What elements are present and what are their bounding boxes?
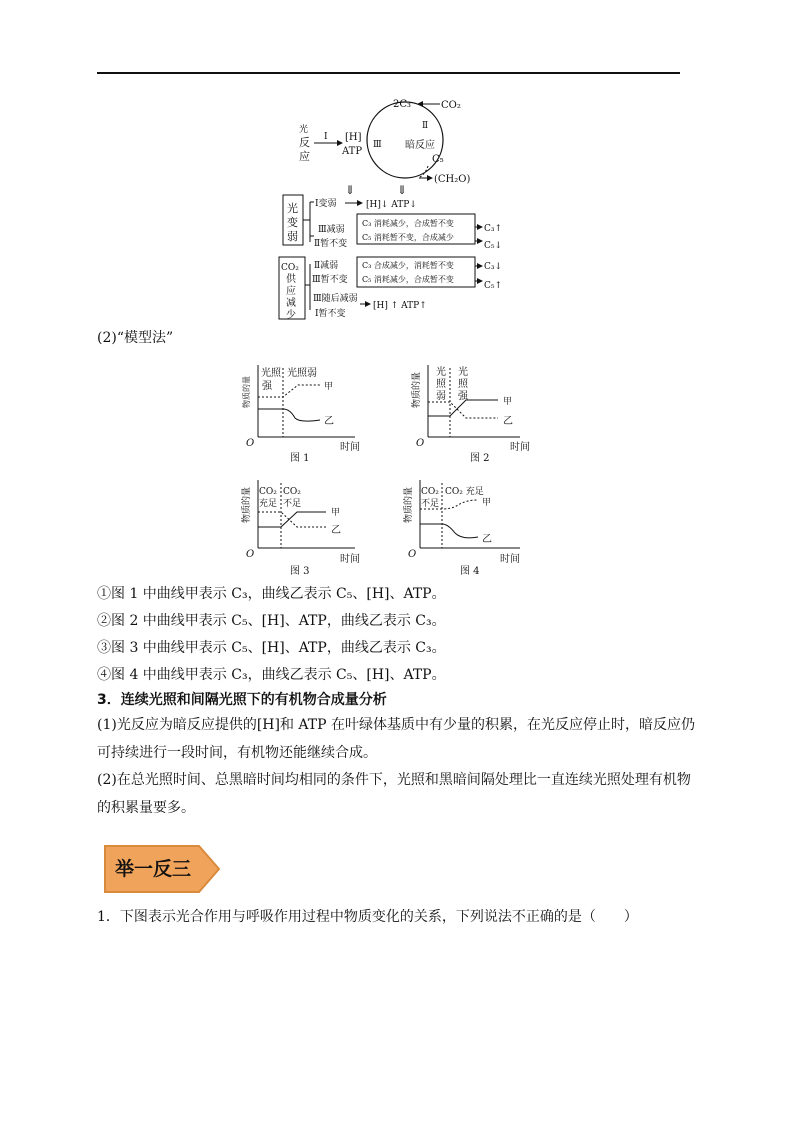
graph-label: 物质的量 <box>242 486 252 523</box>
graph-label: 甲 <box>503 397 513 407</box>
graph-1 <box>241 365 360 464</box>
light-weak-char: 弱 <box>287 230 298 243</box>
co2-label: CO₂ <box>441 100 461 111</box>
statement-1: ①图 1 中曲线甲表示 C₃，曲线乙表示 C₅、[H]、ATP。 <box>97 586 446 602</box>
co-row2-result: [H] ↑ ATP↑ <box>373 301 427 311</box>
graph-label: CO₂ <box>283 487 301 497</box>
graph-label: 充足 <box>259 499 278 509</box>
section-heading-3: 3．连续光照和间隔光照下的有机物合成量分析 <box>97 692 387 708</box>
graph-label: 甲 <box>324 382 334 392</box>
light-weak-char: 变 <box>287 216 298 229</box>
graph-label: O <box>416 438 425 449</box>
atp-label: ATP <box>342 146 363 157</box>
lw-row2a-detail: C₃ 消耗减少，合成暂不变 <box>362 219 454 228</box>
co2-box-char: CO₂ <box>281 263 299 273</box>
graph-label: 甲 <box>482 498 492 508</box>
graph-label: 时间 <box>340 554 360 565</box>
co-row1b-detail: C₅ 消耗减少，合成暂不变 <box>362 275 454 284</box>
lw-row2a-result: C₃↑ <box>484 224 503 234</box>
paragraph-1: (1)光反应为暗反应提供的[H]和 ATP 在叶绿体基质中有少量的积累，在光反应停止时，暗反应仍可持续进行一段时间，有机物还能继续合成。 <box>97 717 695 761</box>
c5-label: C₅ <box>432 154 444 165</box>
down-arrow: ⇓ <box>397 183 408 197</box>
co-row1a-detail: C₃ 合成减少，消耗暂不变 <box>362 261 454 270</box>
light-reaction-char: 反 <box>299 136 310 149</box>
graph-4 <box>402 480 520 577</box>
statement-2: ②图 2 中曲线甲表示 C₅、[H]、ATP，曲线乙表示 C₃。 <box>97 613 446 629</box>
y-axis-label: 物质的量 <box>242 376 251 408</box>
dark-reaction: 暗反应 <box>405 140 435 151</box>
graph-label: 乙 <box>503 416 513 427</box>
paragraph-2: (2)在总光照时间、总黑暗时间均相同的条件下，光照和黑暗间隔处理比一直连续光照处理有机物的积累量要多。 <box>97 772 691 816</box>
practice-badge <box>103 844 221 894</box>
co-row1b: Ⅲ暂不变 <box>312 275 348 285</box>
question-1: 1．下图表示光合作用与呼吸作用过程中物质变化的关系，下列说法不正确的是（ ） <box>97 909 638 925</box>
graph-label: 乙 <box>331 525 341 536</box>
graph-3 <box>240 480 360 577</box>
lw-row1-result: [H]↓ ATP↓ <box>366 200 417 210</box>
co2-box-char: 供 <box>286 274 296 285</box>
graph-label: 光照弱 <box>287 368 317 379</box>
section-model: (2)“模型法” <box>97 330 174 346</box>
graph-label: 时间 <box>500 554 520 565</box>
curve-yi <box>258 409 320 421</box>
graph-label: 乙 <box>482 534 492 545</box>
graph-2 <box>410 365 530 464</box>
graph-label: O <box>246 549 255 560</box>
light-reaction-char: 光 <box>299 125 309 135</box>
co2-box-char: 减 <box>286 298 296 309</box>
graph-label: 物质的量 <box>412 371 422 408</box>
graph-label: 弱 <box>436 391 446 402</box>
graph-label: 图 4 <box>460 566 480 577</box>
graph-label: 不足 <box>421 499 440 509</box>
x-axis-label: 时间 <box>340 442 360 453</box>
lw-row2b: Ⅱ暂不变 <box>314 239 348 249</box>
origin-label: O <box>246 438 255 449</box>
graph-label: 光 <box>436 367 446 378</box>
ch2o-label: (CH₂O) <box>434 174 471 185</box>
light-reaction-char: 应 <box>299 150 310 163</box>
lw-row2b-result: C₅↓ <box>484 241 503 251</box>
co-row1a-result: C₃↓ <box>484 262 503 272</box>
graph-label: 甲 <box>331 508 341 518</box>
graph-label: 强 <box>262 381 272 392</box>
graph-label: 乙 <box>324 416 334 427</box>
roman-2: Ⅱ <box>422 121 429 131</box>
co-row2b: Ⅰ暂不变 <box>315 309 346 319</box>
graph-label: 图 2 <box>470 453 490 464</box>
two-c3: 2C₃ <box>393 99 412 110</box>
h-label: [H] <box>345 132 362 143</box>
graph-label: 不足 <box>283 499 302 509</box>
roman-1: Ⅰ <box>324 132 328 142</box>
graph-label: 光 <box>458 367 468 378</box>
graph-label: 物质的量 <box>404 486 414 523</box>
statement-4: ④图 4 中曲线甲表示 C₃，曲线乙表示 C₅、[H]、ATP。 <box>97 667 446 683</box>
down-arrow: ⇓ <box>345 183 356 197</box>
lw-row2a: Ⅲ减弱 <box>318 225 345 235</box>
graph-label: 强 <box>458 391 468 402</box>
co-row2a: Ⅲ随后减弱 <box>313 294 358 304</box>
graph-label: 照 <box>458 379 468 390</box>
graph-label: 光照 <box>261 368 281 379</box>
light-weak-char: 光 <box>287 202 298 215</box>
lw-row1: Ⅰ变弱 <box>315 199 337 209</box>
graph-label: 图 3 <box>290 566 310 577</box>
graph-label: 照 <box>436 379 446 390</box>
graph-label: 时间 <box>510 442 530 453</box>
roman-3: Ⅲ <box>373 140 382 150</box>
badge-label: 举一反三 <box>114 858 191 880</box>
lw-row2b-detail: C₅ 消耗暂不变，合成减少 <box>362 233 454 242</box>
caption-1: 图 1 <box>290 453 310 464</box>
statement-3: ③图 3 中曲线甲表示 C₅、[H]、ATP，曲线乙表示 C₃。 <box>97 640 446 656</box>
co-row1b-result: C₅↑ <box>484 281 503 291</box>
graph-label: CO₂ <box>259 487 277 497</box>
co2-box-char: 少 <box>286 310 296 321</box>
graph-label: O <box>408 549 417 560</box>
graph-label: CO₂ 充足 <box>445 487 484 497</box>
co-row1a: Ⅱ减弱 <box>314 261 339 271</box>
co2-box-char: 应 <box>286 286 296 297</box>
graph-label: CO₂ <box>421 487 439 497</box>
